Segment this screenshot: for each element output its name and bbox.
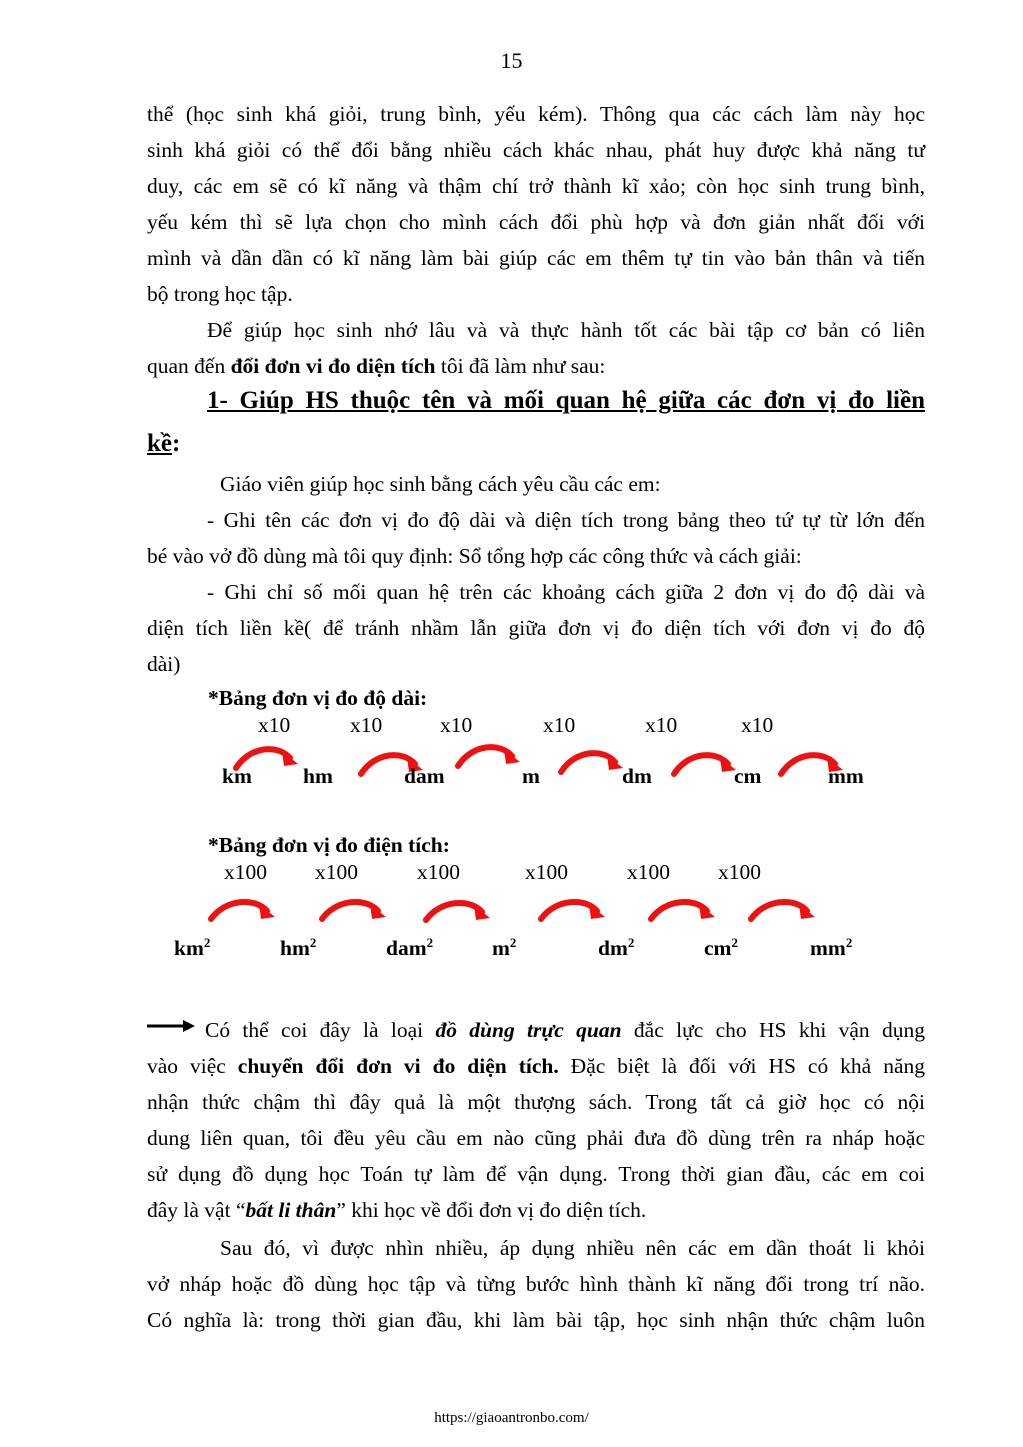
help-post: tôi đã làm như sau:: [435, 354, 606, 378]
conclusion-line-2: [147, 1048, 925, 1084]
area-table-title: *Bảng đơn vị đo điện tích:: [208, 833, 450, 857]
red-curved-arrow-icon: [420, 896, 492, 926]
area-multiplier: x100: [627, 860, 670, 884]
area-multiplier: x100: [315, 860, 358, 884]
area-multiplier: x100: [417, 860, 460, 884]
help-line-2: [147, 348, 925, 384]
area-unit: dam$^2$: [386, 935, 434, 961]
conclusion-l6-emphasis: bất li thân: [245, 1198, 337, 1222]
red-curved-arrow-icon: [316, 895, 388, 925]
length-multiplier: x10: [543, 713, 576, 737]
section-heading-line-2: [147, 430, 180, 458]
intro-line-3: duy, các em sẽ có kĩ năng và thậm chí trở thành kĩ xảo; còn học sinh trung bình,: [147, 174, 925, 198]
section-heading-colon: :: [172, 430, 181, 457]
after-line-1: Sau đó, vì được nhìn nhiều, áp dụng nhiều nên các em dần thoát li khỏi: [220, 1236, 925, 1260]
length-unit: dm: [622, 764, 652, 788]
length-unit: hm: [303, 764, 333, 788]
area-unit: $cm^2$: [704, 935, 738, 961]
length-multiplier: x10: [645, 713, 678, 737]
help-bold-term: đổi đơn vi đo diện tích: [230, 354, 436, 378]
area-unit: $hm^2$: [280, 935, 317, 961]
page-number: 15: [500, 48, 523, 73]
length-multiplier: x10: [440, 713, 473, 737]
length-table-title: *Bảng đơn vị đo độ dài:: [208, 686, 428, 710]
teacher-item1-line-1: - Ghi tên các đơn vị đo độ dài và diện tích trong bảng theo tứ tự từ lớn đến: [207, 508, 925, 532]
area-unit: $m^2$: [492, 935, 517, 961]
conclusion-line-5: sử dụng đồ dụng học Toán tự làm để vận dụng. Trong thời gian đầu, các em coi: [147, 1162, 925, 1186]
help-pre: quan đến: [147, 354, 231, 378]
red-curved-arrow-icon: [205, 895, 277, 925]
area-multiplier: x100: [718, 860, 761, 884]
conclusion-l1-pre: Có thể coi đây là loại: [205, 1018, 436, 1042]
teacher-item2-line-1: - Ghi chỉ số mối quan hệ trên các khoảng cách giữa 2 đơn vị đo độ dài và: [207, 580, 925, 604]
area-multiplier: x100: [525, 860, 568, 884]
teacher-item1-line-2: bé vào vở đồ dùng mà tôi quy định: Sổ tổng hợp các công thức và cách giải:: [147, 544, 802, 568]
red-curved-arrow-icon: [555, 746, 625, 776]
right-arrow-icon: [147, 1019, 195, 1033]
area-multiplier: x100: [224, 860, 267, 884]
section-heading-line-1: 1- Giúp HS thuộc tên và mối quan hệ giữa các đơn vị đo liền: [207, 387, 925, 414]
red-curved-arrow-icon: [645, 895, 717, 925]
footer-url: https://giaoantronbo.com/: [434, 1410, 589, 1426]
after-line-2: vở nháp hoặc đồ dùng học tập và từng bước hình thành kĩ năng đổi trong trí não.: [147, 1272, 925, 1296]
length-multiplier: x10: [258, 713, 291, 737]
intro-line-6: bộ trong học tập.: [147, 282, 293, 306]
length-unit: dam: [404, 764, 445, 788]
conclusion-line-6: [147, 1192, 925, 1228]
area-unit: $km^2$: [174, 935, 211, 961]
conclusion-l6-post: ” khi học về đổi đơn vị đo diện tích.: [336, 1198, 647, 1222]
length-unit: km: [222, 764, 252, 788]
conclusion-l1-post: đắc lực cho HS khi vận dụng: [621, 1018, 926, 1042]
area-unit: $mm^2$: [810, 935, 853, 961]
conclusion-l2-pre: vào việc: [147, 1054, 238, 1078]
red-curved-arrow-icon: [745, 895, 817, 925]
intro-line-2: sinh khá giỏi có thể đổi bằng nhiều cách khác nhau, phát huy được khả năng tư: [147, 138, 925, 162]
area-unit: $dm^2$: [598, 935, 635, 961]
conclusion-l1-emphasis: đồ dùng trực quan: [435, 1018, 622, 1042]
length-unit: cm: [734, 764, 762, 788]
teacher-line-1: Giáo viên giúp học sinh bằng cách yêu cầu các em:: [220, 472, 661, 496]
length-unit: m: [522, 764, 540, 788]
length-multiplier: x10: [741, 713, 774, 737]
red-curved-arrow-icon: [452, 740, 522, 770]
after-line-3: Có nghĩa là: trong thời gian đầu, khi làm bài tập, học sinh nhận thức chậm luôn: [147, 1308, 925, 1332]
intro-line-1: thể (học sinh khá giỏi, trung bình, yếu kém). Thông qua các cách làm này học: [147, 102, 925, 126]
red-curved-arrow-icon: [668, 748, 738, 778]
length-unit: mm: [828, 764, 864, 788]
help-line-1: Để giúp học sinh nhớ lâu và và thực hành tốt các bài tập cơ bản có liên: [207, 318, 925, 342]
intro-line-4: yếu kém thì sẽ lựa chọn cho mình cách đổi phù hợp và đơn giản nhất đối với: [147, 210, 925, 234]
teacher-item2-line-3: dài): [147, 652, 181, 676]
conclusion-l6-pre: đây là vật “: [147, 1198, 246, 1222]
section-heading-word: kề: [147, 430, 172, 457]
conclusion-line-4: dung liên quan, tôi đều yêu cầu em nào cũng phải đưa đồ dùng trên ra nháp hoặc: [147, 1126, 925, 1150]
conclusion-l2-post: Đặc biệt là đối với HS có khả năng: [558, 1054, 925, 1078]
length-multiplier: x10: [350, 713, 383, 737]
conclusion-l2-bold: chuyển đổi đơn vi đo diện tích.: [237, 1054, 559, 1078]
intro-line-5: mình và dần dần có kĩ năng làm bài giúp các em thêm tự tin vào bản thân và tiến: [147, 246, 925, 270]
conclusion-line-1: [205, 1012, 925, 1048]
red-curved-arrow-icon: [535, 895, 607, 925]
teacher-item2-line-2: diện tích liền kề( để tránh nhầm lẫn giữa đơn vị đo diện tích với đơn vị đo độ: [147, 616, 925, 640]
conclusion-line-3: nhận thức chậm thì đây quả là một thượng sách. Trong tất cả giờ học có nội: [147, 1090, 925, 1114]
